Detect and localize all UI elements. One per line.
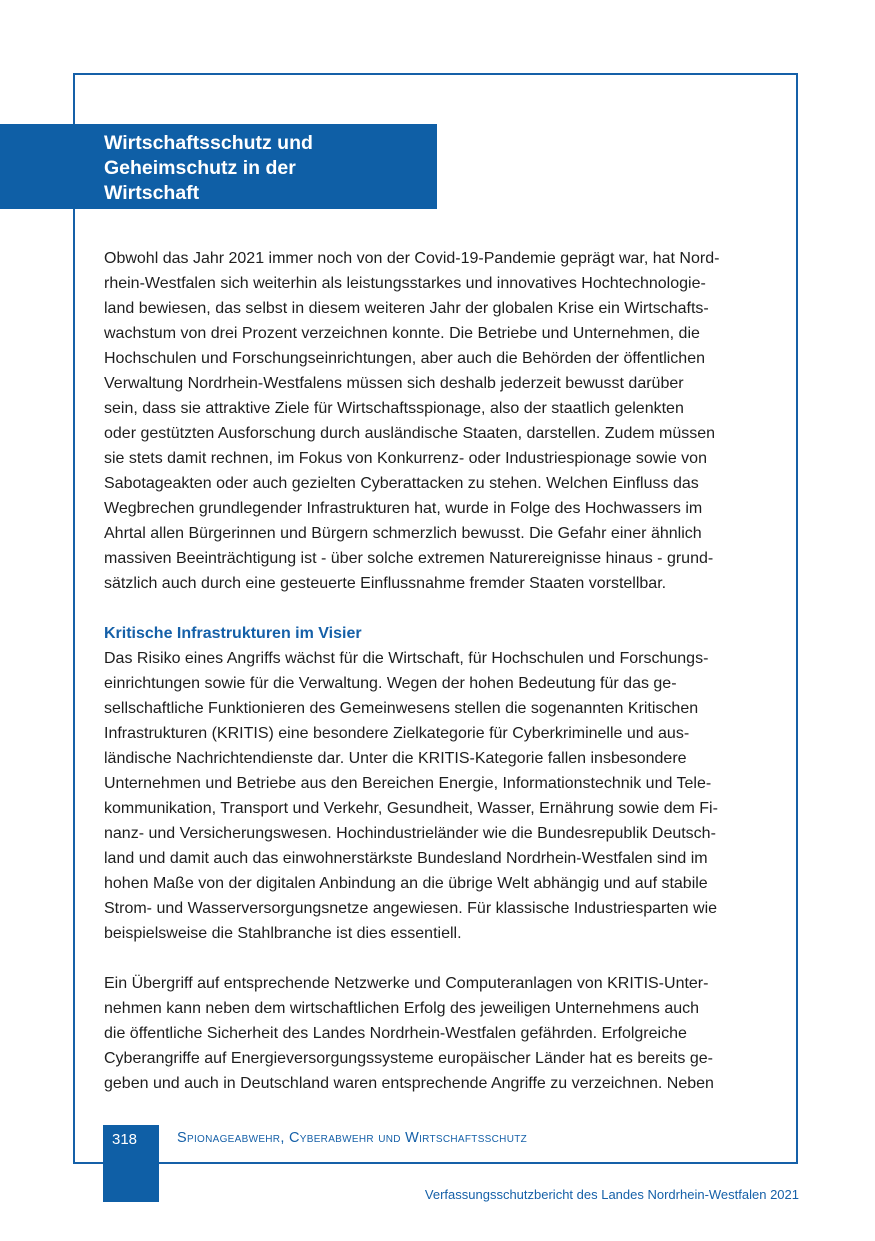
text-line: sellschaftliche Funktionieren des Gemeinwesens stellen die sogenannten Kritischen bbox=[104, 700, 699, 717]
section-title-line: Wirtschaftsschutz und bbox=[104, 132, 313, 154]
text-line: sätzlich auch durch eine gesteuerte Einflussnahme fremder Staaten vorstellbar. bbox=[104, 575, 667, 592]
section-title-line: Wirtschaft bbox=[104, 182, 200, 204]
text-line: nehmen kann neben dem wirtschaftlichen Erfolg des jeweiligen Unternehmens auch bbox=[104, 1000, 700, 1017]
text-line: Cyberangriffe auf Energieversorgungssysteme europäischer Länder hat es bereits ge- bbox=[104, 1050, 713, 1067]
text-line: Das Risiko eines Angriffs wächst für die Wirtschaft, für Hochschulen und Forschungs- bbox=[104, 650, 709, 667]
text-line: Ein Übergriff auf entsprechende Netzwerke und Computeranlagen von KRITIS-Unter- bbox=[104, 975, 709, 992]
text-line: kommunikation, Transport und Verkehr, Gesundheit, Wasser, Ernährung sowie dem Fi- bbox=[104, 800, 718, 817]
kritis-heading: Kritische Infrastrukturen im Visier bbox=[104, 625, 362, 642]
text-line: Verwaltung Nordrhein-Westfalens müssen sich deshalb jederzeit bewusst darüber bbox=[104, 375, 684, 392]
text-line: Sabotageakten oder auch gezielten Cyberattacken zu stehen. Welchen Einfluss das bbox=[104, 475, 699, 492]
text-line: Infrastrukturen (KRITIS) eine besondere Zielkategorie für Cyberkriminelle und aus- bbox=[104, 725, 690, 742]
text-line: oder gestützten Ausforschung durch ausländische Staaten, darstellen. Zudem müssen bbox=[104, 425, 716, 442]
text-line: nanz- und Versicherungswesen. Hochindustrieländer wie die Bundesrepublik Deutsch- bbox=[104, 825, 716, 842]
text-line: rhein-Westfalen sich weiterhin als leistungsstarkes und innovatives Hochtechnologie- bbox=[104, 275, 706, 292]
text-line: sein, dass sie attraktive Ziele für Wirtschaftsspionage, also der staatlich gelenkten bbox=[104, 400, 684, 417]
kritis-section bbox=[104, 621, 784, 946]
intro-paragraph bbox=[104, 246, 784, 596]
text-line: massiven Beeinträchtigung ist - über solche extremen Naturereignisse hinaus - grund- bbox=[104, 550, 714, 567]
text-line: Obwohl das Jahr 2021 immer noch von der Covid-19-Pandemie geprägt war, hat Nord- bbox=[104, 250, 720, 267]
text-line: land bewiesen, das selbst in diesem weiteren Jahr der globalen Krise ein Wirtschafts- bbox=[104, 300, 709, 317]
text-line: land und damit auch das einwohnerstärkste Bundesland Nordrhein-Westfalen sind im bbox=[104, 850, 708, 867]
text-line: Strom- und Wasserversorgungsnetze angewiesen. Für klassische Industriesparten wie bbox=[104, 900, 718, 917]
text-line: Ahrtal allen Bürgerinnen und Bürgern schmerzlich bewusst. Die Gefahr einer ähnlich bbox=[104, 525, 702, 542]
text-line: sie stets damit rechnen, im Fokus von Konkurrenz- oder Industriespionage sowie von bbox=[104, 450, 707, 467]
section-title-banner bbox=[0, 124, 437, 209]
text-line: geben und auch in Deutschland waren entsprechende Angriffe zu verzeichnen. Neben bbox=[104, 1075, 714, 1092]
chapter-title: Spionageabwehr, Cyberabwehr und Wirtschaftsschutz bbox=[177, 1130, 528, 1146]
text-line: hohen Maße von der digitalen Anbindung an die übrige Welt abhängig und auf stabile bbox=[104, 875, 708, 892]
text-line: beispielsweise die Stahlbranche ist dies essentiell. bbox=[104, 925, 462, 942]
attack-paragraph bbox=[104, 971, 784, 1096]
text-line: ländische Nachrichtendienste dar. Unter die KRITIS-Kategorie fallen insbesondere bbox=[104, 750, 687, 767]
section-title-line: Geheimschutz in der bbox=[104, 157, 296, 179]
page-number: 318 bbox=[103, 1125, 159, 1202]
text-line: Hochschulen und Forschungseinrichtungen, aber auch die Behörden der öffentlichen bbox=[104, 350, 705, 367]
text-line: Wegbrechen grundlegender Infrastrukturen hat, wurde in Folge des Hochwassers im bbox=[104, 500, 703, 517]
text-line: die öffentliche Sicherheit des Landes Nordrhein-Westfalen gefährden. Erfolgreiche bbox=[104, 1025, 687, 1042]
text-line: Unternehmen und Betriebe aus den Bereichen Energie, Informationstechnik und Tele- bbox=[104, 775, 712, 792]
publication-footer: Verfassungsschutzbericht des Landes Nordrhein-Westfalen 2021 bbox=[424, 1187, 799, 1202]
text-line: wachstum von drei Prozent verzeichnen konnte. Die Betriebe und Unternehmen, die bbox=[104, 325, 700, 342]
text-line: einrichtungen sowie für die Verwaltung. Wegen der hohen Bedeutung für das ge- bbox=[104, 675, 677, 692]
